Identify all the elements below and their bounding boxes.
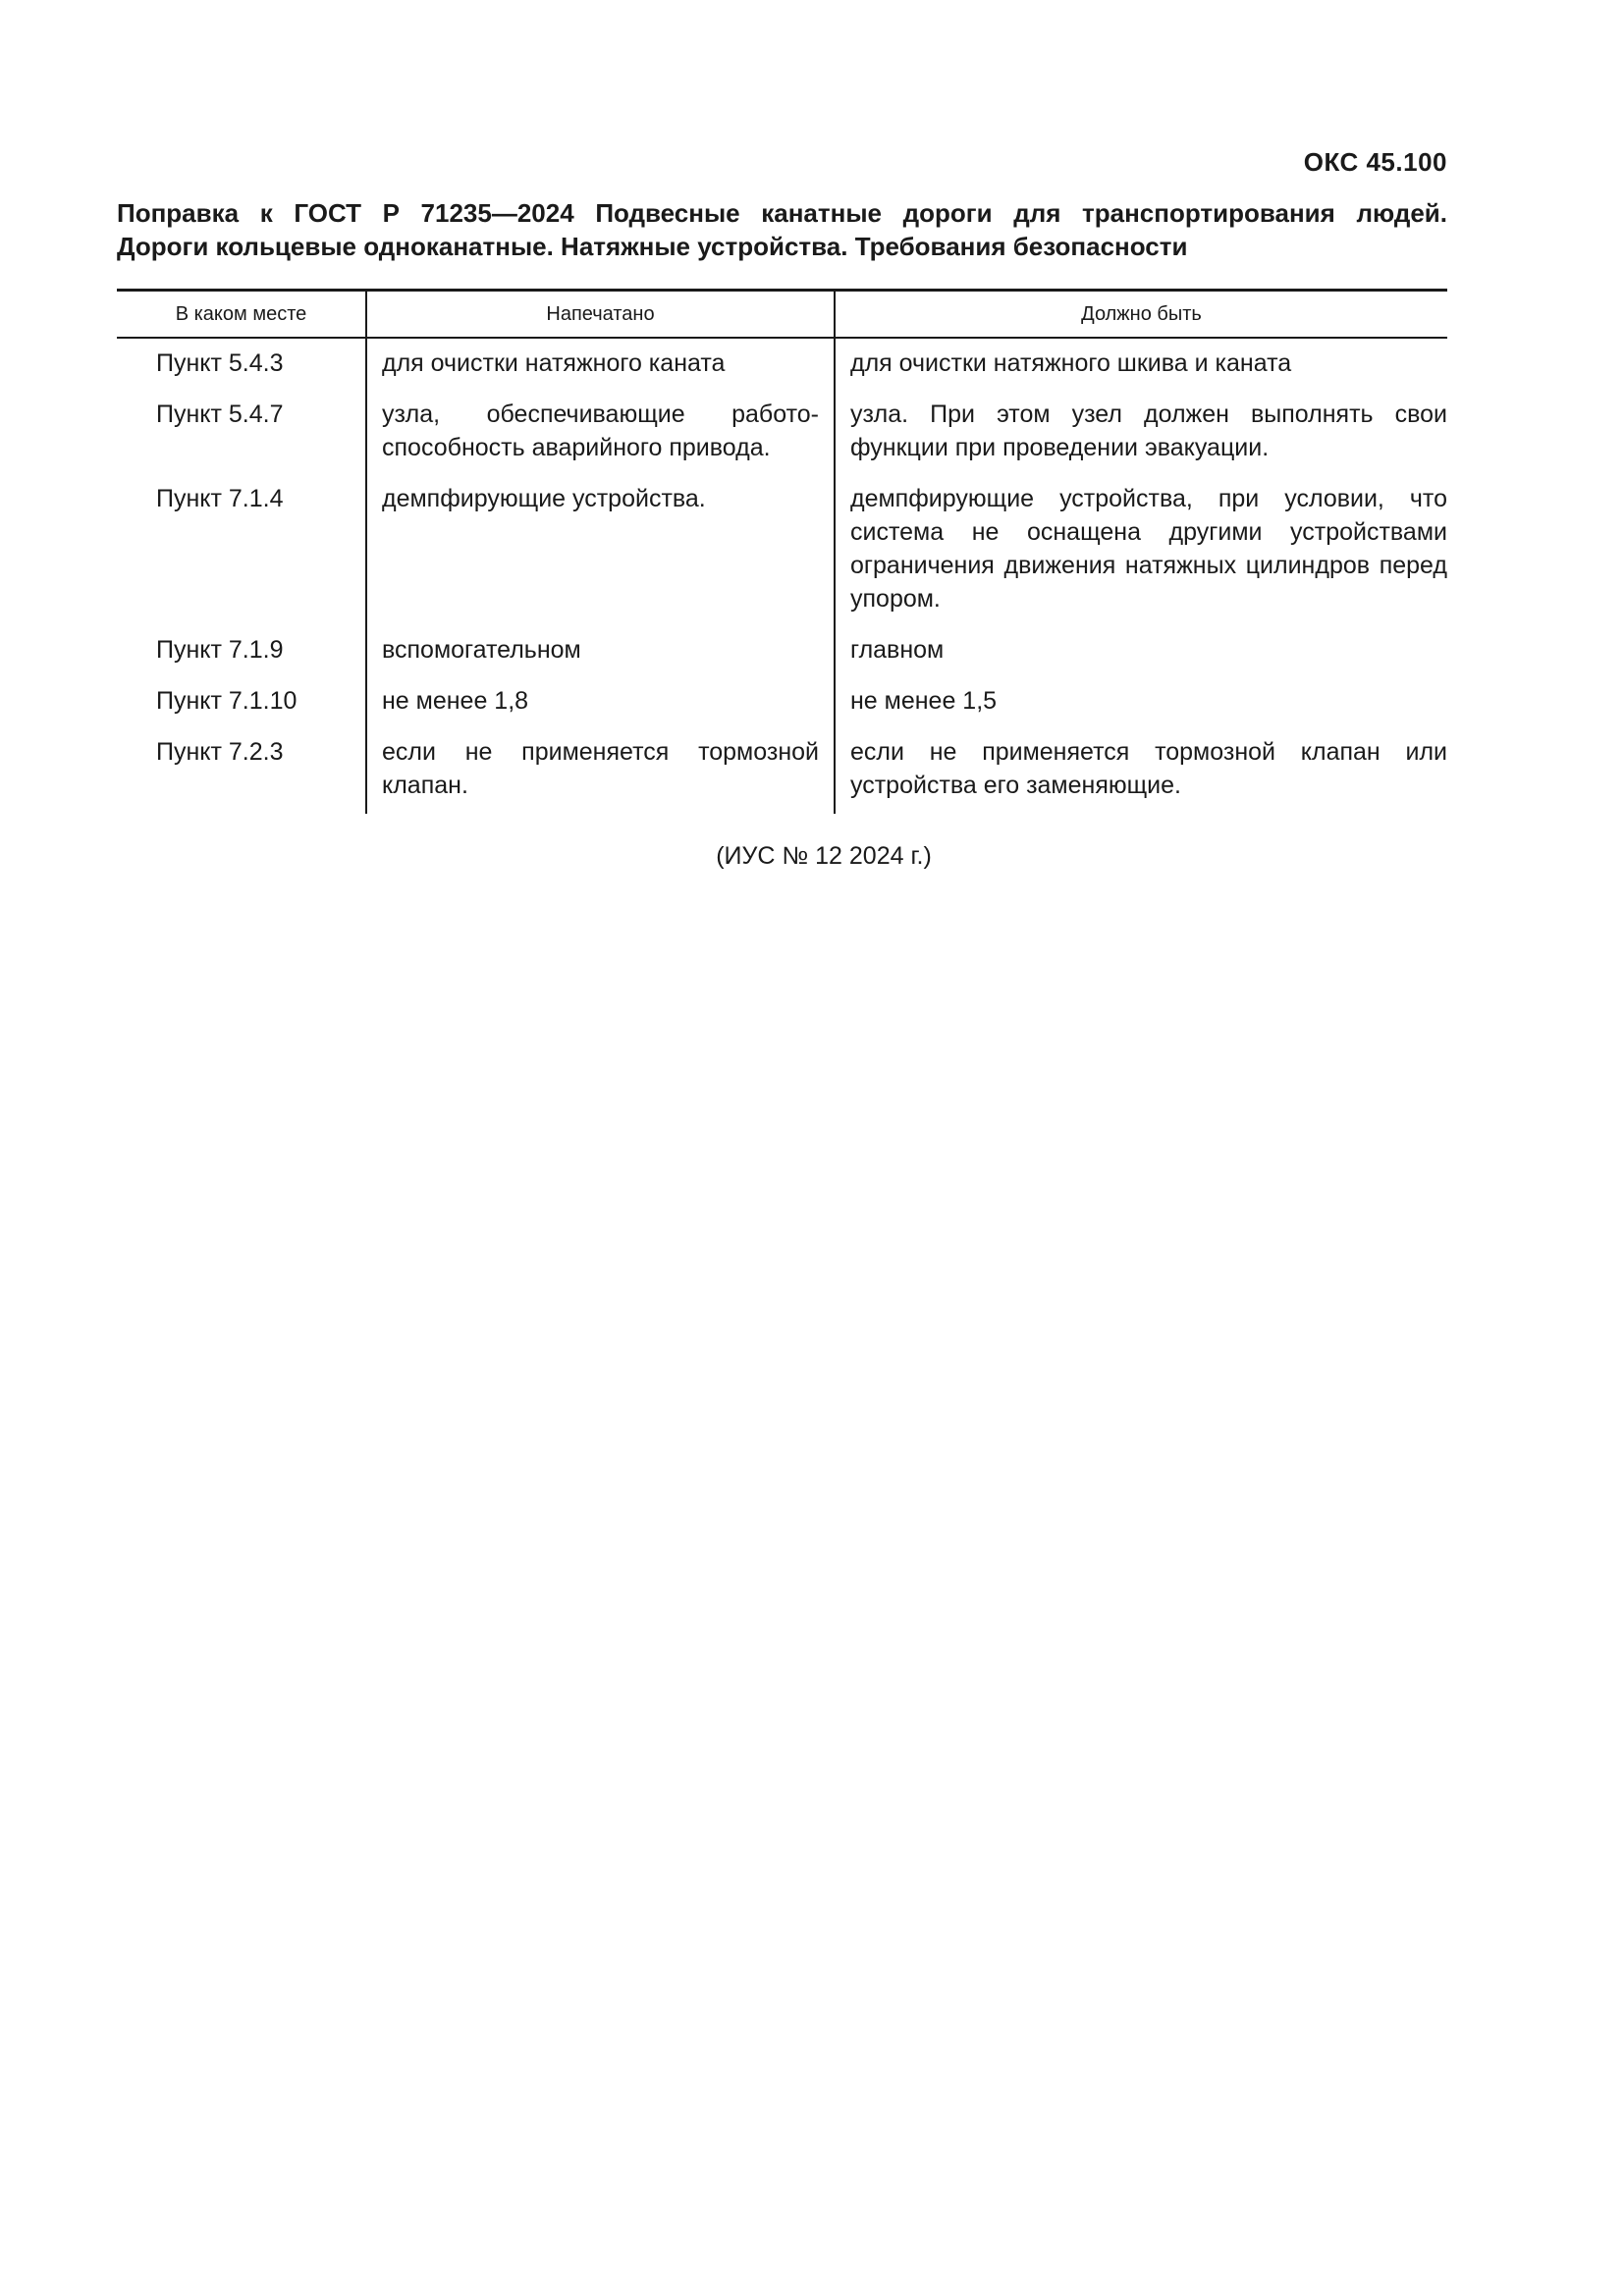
title-line-2: Дороги кольцевые одноканатные. Натяжные устройства. Требования безопасности [117, 232, 1188, 261]
cell-should-be: демпфирующие устройства, при условии, что система не оснащена другими устройствами ограничения движения натяжных цилиндров перед упором. [835, 476, 1447, 627]
corrections-table [117, 289, 1447, 814]
cell-place: Пункт 7.2.3 [156, 738, 284, 766]
cell-printed: если не применяется тормозной клапан. [366, 729, 835, 814]
column-header-should-be: Должно быть [835, 291, 1447, 339]
oks-code: ОКС 45.100 [1303, 147, 1447, 177]
title-line-1: Поправка к ГОСТ Р 71235—2024 Подвесные канатные дороги для транспортирования людей. [117, 198, 1447, 228]
cell-printed: для очистки натяжного каната [366, 338, 835, 392]
cell-place: Пункт 7.1.9 [156, 636, 284, 664]
source-note-text: (ИУС № 12 2024 г.) [716, 842, 932, 870]
source-note [0, 842, 1624, 871]
cell-should-be: главном [835, 627, 1447, 678]
cell-place: Пункт 7.1.4 [156, 485, 284, 512]
cell-place: Пункт 5.4.3 [156, 349, 284, 377]
cell-printed: узла, обеспечивающие работо-способность аварийного привода. [366, 392, 835, 476]
cell-printed: вспомогательном [366, 627, 835, 678]
table-row [117, 729, 1447, 814]
table-row [117, 627, 1447, 678]
column-header-printed: Напечатано [366, 291, 835, 339]
cell-should-be: не менее 1,5 [835, 678, 1447, 729]
cell-printed: не менее 1,8 [366, 678, 835, 729]
table-row [117, 678, 1447, 729]
column-header-place: В каком месте [117, 291, 366, 339]
table-row [117, 338, 1447, 392]
cell-printed: демпфирующие устройства. [366, 476, 835, 627]
cell-should-be: для очистки натяжного шкива и каната [835, 338, 1447, 392]
document-title [117, 196, 1447, 263]
table-row [117, 476, 1447, 627]
cell-should-be: узла. При этом узел должен выполнять свои функции при проведении эвакуации. [835, 392, 1447, 476]
table-header-row [117, 291, 1447, 339]
table-row [117, 392, 1447, 476]
cell-should-be: если не применяется тормозной клапан или устройства его заменяющие. [835, 729, 1447, 814]
cell-place: Пункт 5.4.7 [156, 400, 284, 428]
cell-place: Пункт 7.1.10 [156, 687, 298, 715]
